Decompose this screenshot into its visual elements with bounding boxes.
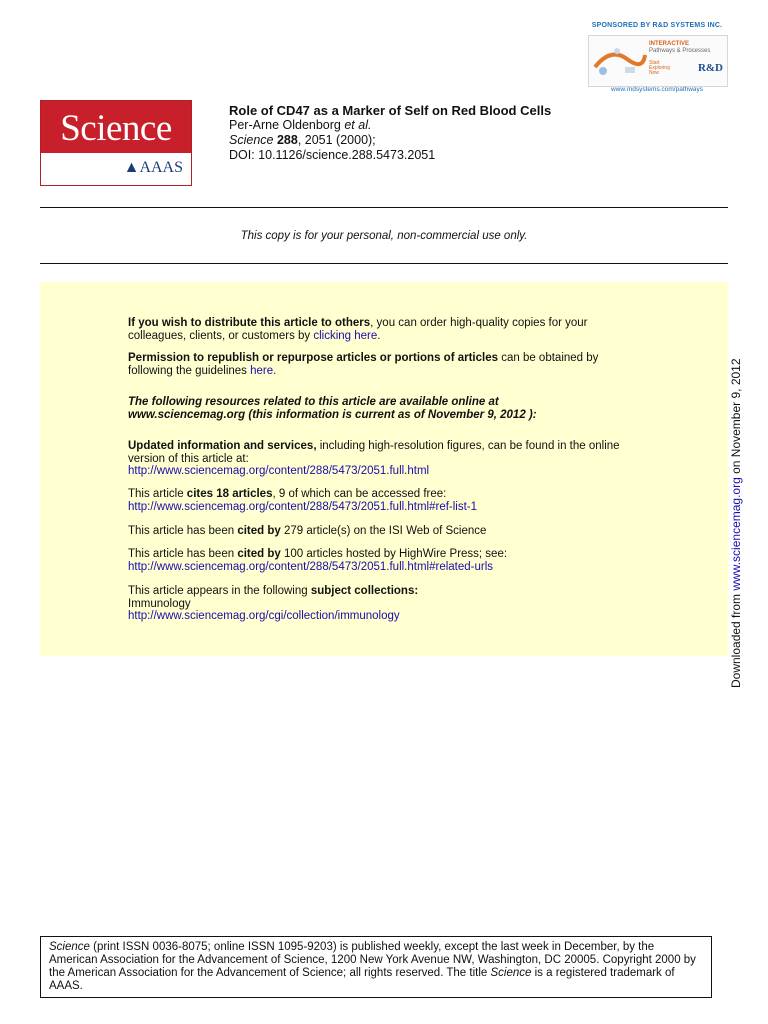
cited-isi-text: 279 article(s) on the ISI Web of Science xyxy=(280,525,487,537)
aaas-mark-icon: ▲ xyxy=(123,159,140,176)
logo-wordmark: Science xyxy=(60,108,172,149)
aaas-label: AAAS xyxy=(139,159,183,176)
subject-pre: This article appears in the following xyxy=(128,585,311,597)
article-header xyxy=(229,103,551,163)
sponsor-banner[interactable] xyxy=(588,35,728,87)
pathway-diagram-icon xyxy=(591,37,647,85)
copyright-footer xyxy=(40,936,712,998)
sponsor-url-link[interactable]: www.rndsystems.com/pathways xyxy=(610,86,704,93)
distribute-heading: If you wish to distribute this article to others xyxy=(128,317,371,329)
cited-highwire-paragraph xyxy=(128,548,688,573)
immunology-collection-link[interactable]: http://www.sciencemag.org/cgi/collection/immunology xyxy=(128,610,400,622)
distribute-text-2: colleagues, clients, or customers by xyxy=(128,329,314,342)
journal-name: Science xyxy=(229,133,274,147)
article-doi: DOI: 10.1126/science.288.5473.2051 xyxy=(229,148,436,162)
full-text-link[interactable]: http://www.sciencemag.org/content/288/5473/2051.full.html xyxy=(128,465,430,477)
permission-text-2: following the guidelines xyxy=(128,364,251,377)
personal-use-note: This copy is for your personal, non-commercial use only. xyxy=(240,230,528,242)
permission-text: can be obtained by xyxy=(498,352,599,364)
journal-volume: 288 xyxy=(276,133,298,147)
distribute-text: , you can order high-quality copies for your xyxy=(370,317,588,329)
cited-hw-bold: cited by xyxy=(237,548,281,560)
pages-year: , 2051 (2000); xyxy=(297,133,376,147)
subject-heading: subject collections: xyxy=(310,585,419,597)
resources-line-2: www.sciencemag.org (this information is current as of November 9, 2012 ): xyxy=(128,408,537,421)
resources-heading xyxy=(128,396,688,421)
updated-heading: Updated information and services, xyxy=(128,440,317,452)
permission-paragraph xyxy=(128,352,688,377)
divider-bottom xyxy=(40,263,728,264)
cited-isi-bold: cited by xyxy=(237,525,281,537)
clicking-here-link[interactable]: clicking here. xyxy=(313,329,381,342)
cites-count: cites 18 articles xyxy=(186,488,273,500)
footer-text-2: is a registered trademark of AAAS. xyxy=(49,967,675,992)
download-date: on November 9, 2012 xyxy=(729,358,743,478)
rd-logo: R&D xyxy=(697,62,723,74)
cites-text: , 9 of which can be accessed free: xyxy=(272,488,447,500)
cited-hw-pre: This article has been xyxy=(128,548,238,560)
ad-start-exploring: Start Exploring Now xyxy=(649,60,670,76)
sponsor-label: SPONSORED BY R&D SYSTEMS INC. xyxy=(591,22,723,29)
article-title: Role of CD47 as a Marker of Self on Red Blood Cells xyxy=(229,103,552,118)
cited-isi-paragraph xyxy=(128,525,688,538)
updated-info-paragraph xyxy=(128,440,688,478)
ref-list-link[interactable]: http://www.sciencemag.org/content/288/5473/2051.full.html#ref-list-1 xyxy=(128,500,478,513)
footer-journal-2: Science xyxy=(490,967,532,979)
updated-text: including high-resolution figures, can be found in the online xyxy=(316,440,620,452)
cites-text-pre: This article xyxy=(128,488,187,500)
ad-title: INTERACTIVE xyxy=(649,41,690,47)
author-etal: et al. xyxy=(344,118,372,132)
ad-subtitle: Pathways & Processes xyxy=(649,48,711,54)
sciencemag-link[interactable]: www.sciencemag.org xyxy=(729,477,743,591)
cites-paragraph xyxy=(128,488,688,513)
resources-line-1: The following resources related to this article are available online at xyxy=(128,396,499,408)
download-pre: Downloaded from xyxy=(729,590,743,688)
footer-text-1: (print ISSN 0036-8075; online ISSN 1095-9203) is published weekly, except the last week in December, by the American Association for the Advancement of Science, 1200 New York Avenue NW, Washington, DC 20005. Copyright 2000 by the American Association for the Advancement of Science; all rights reserved. The title xyxy=(49,941,696,979)
article-citation xyxy=(229,133,551,148)
updated-text-2: version of this article at: xyxy=(128,452,249,465)
cited-hw-text: 100 articles hosted by HighWire Press; see: xyxy=(280,548,508,560)
divider-top xyxy=(40,207,728,208)
science-logo xyxy=(40,100,192,186)
aaas-logo xyxy=(124,159,183,177)
cited-isi-pre: This article has been xyxy=(128,525,238,537)
distribute-paragraph xyxy=(128,317,688,342)
download-note xyxy=(726,328,746,688)
guidelines-here-link[interactable]: here. xyxy=(250,364,277,377)
related-urls-link[interactable]: http://www.sciencemag.org/content/288/5473/2051.full.html#related-urls xyxy=(128,560,494,573)
sponsor-ad[interactable] xyxy=(583,22,731,94)
permission-heading: Permission to republish or repurpose articles or portions of articles xyxy=(128,352,499,364)
author-name: Per-Arne Oldenborg xyxy=(229,118,341,132)
article-authors xyxy=(229,118,551,133)
subject-immunology: Immunology xyxy=(128,597,191,610)
subject-collections-paragraph xyxy=(128,585,688,623)
footer-journal: Science xyxy=(49,941,90,953)
